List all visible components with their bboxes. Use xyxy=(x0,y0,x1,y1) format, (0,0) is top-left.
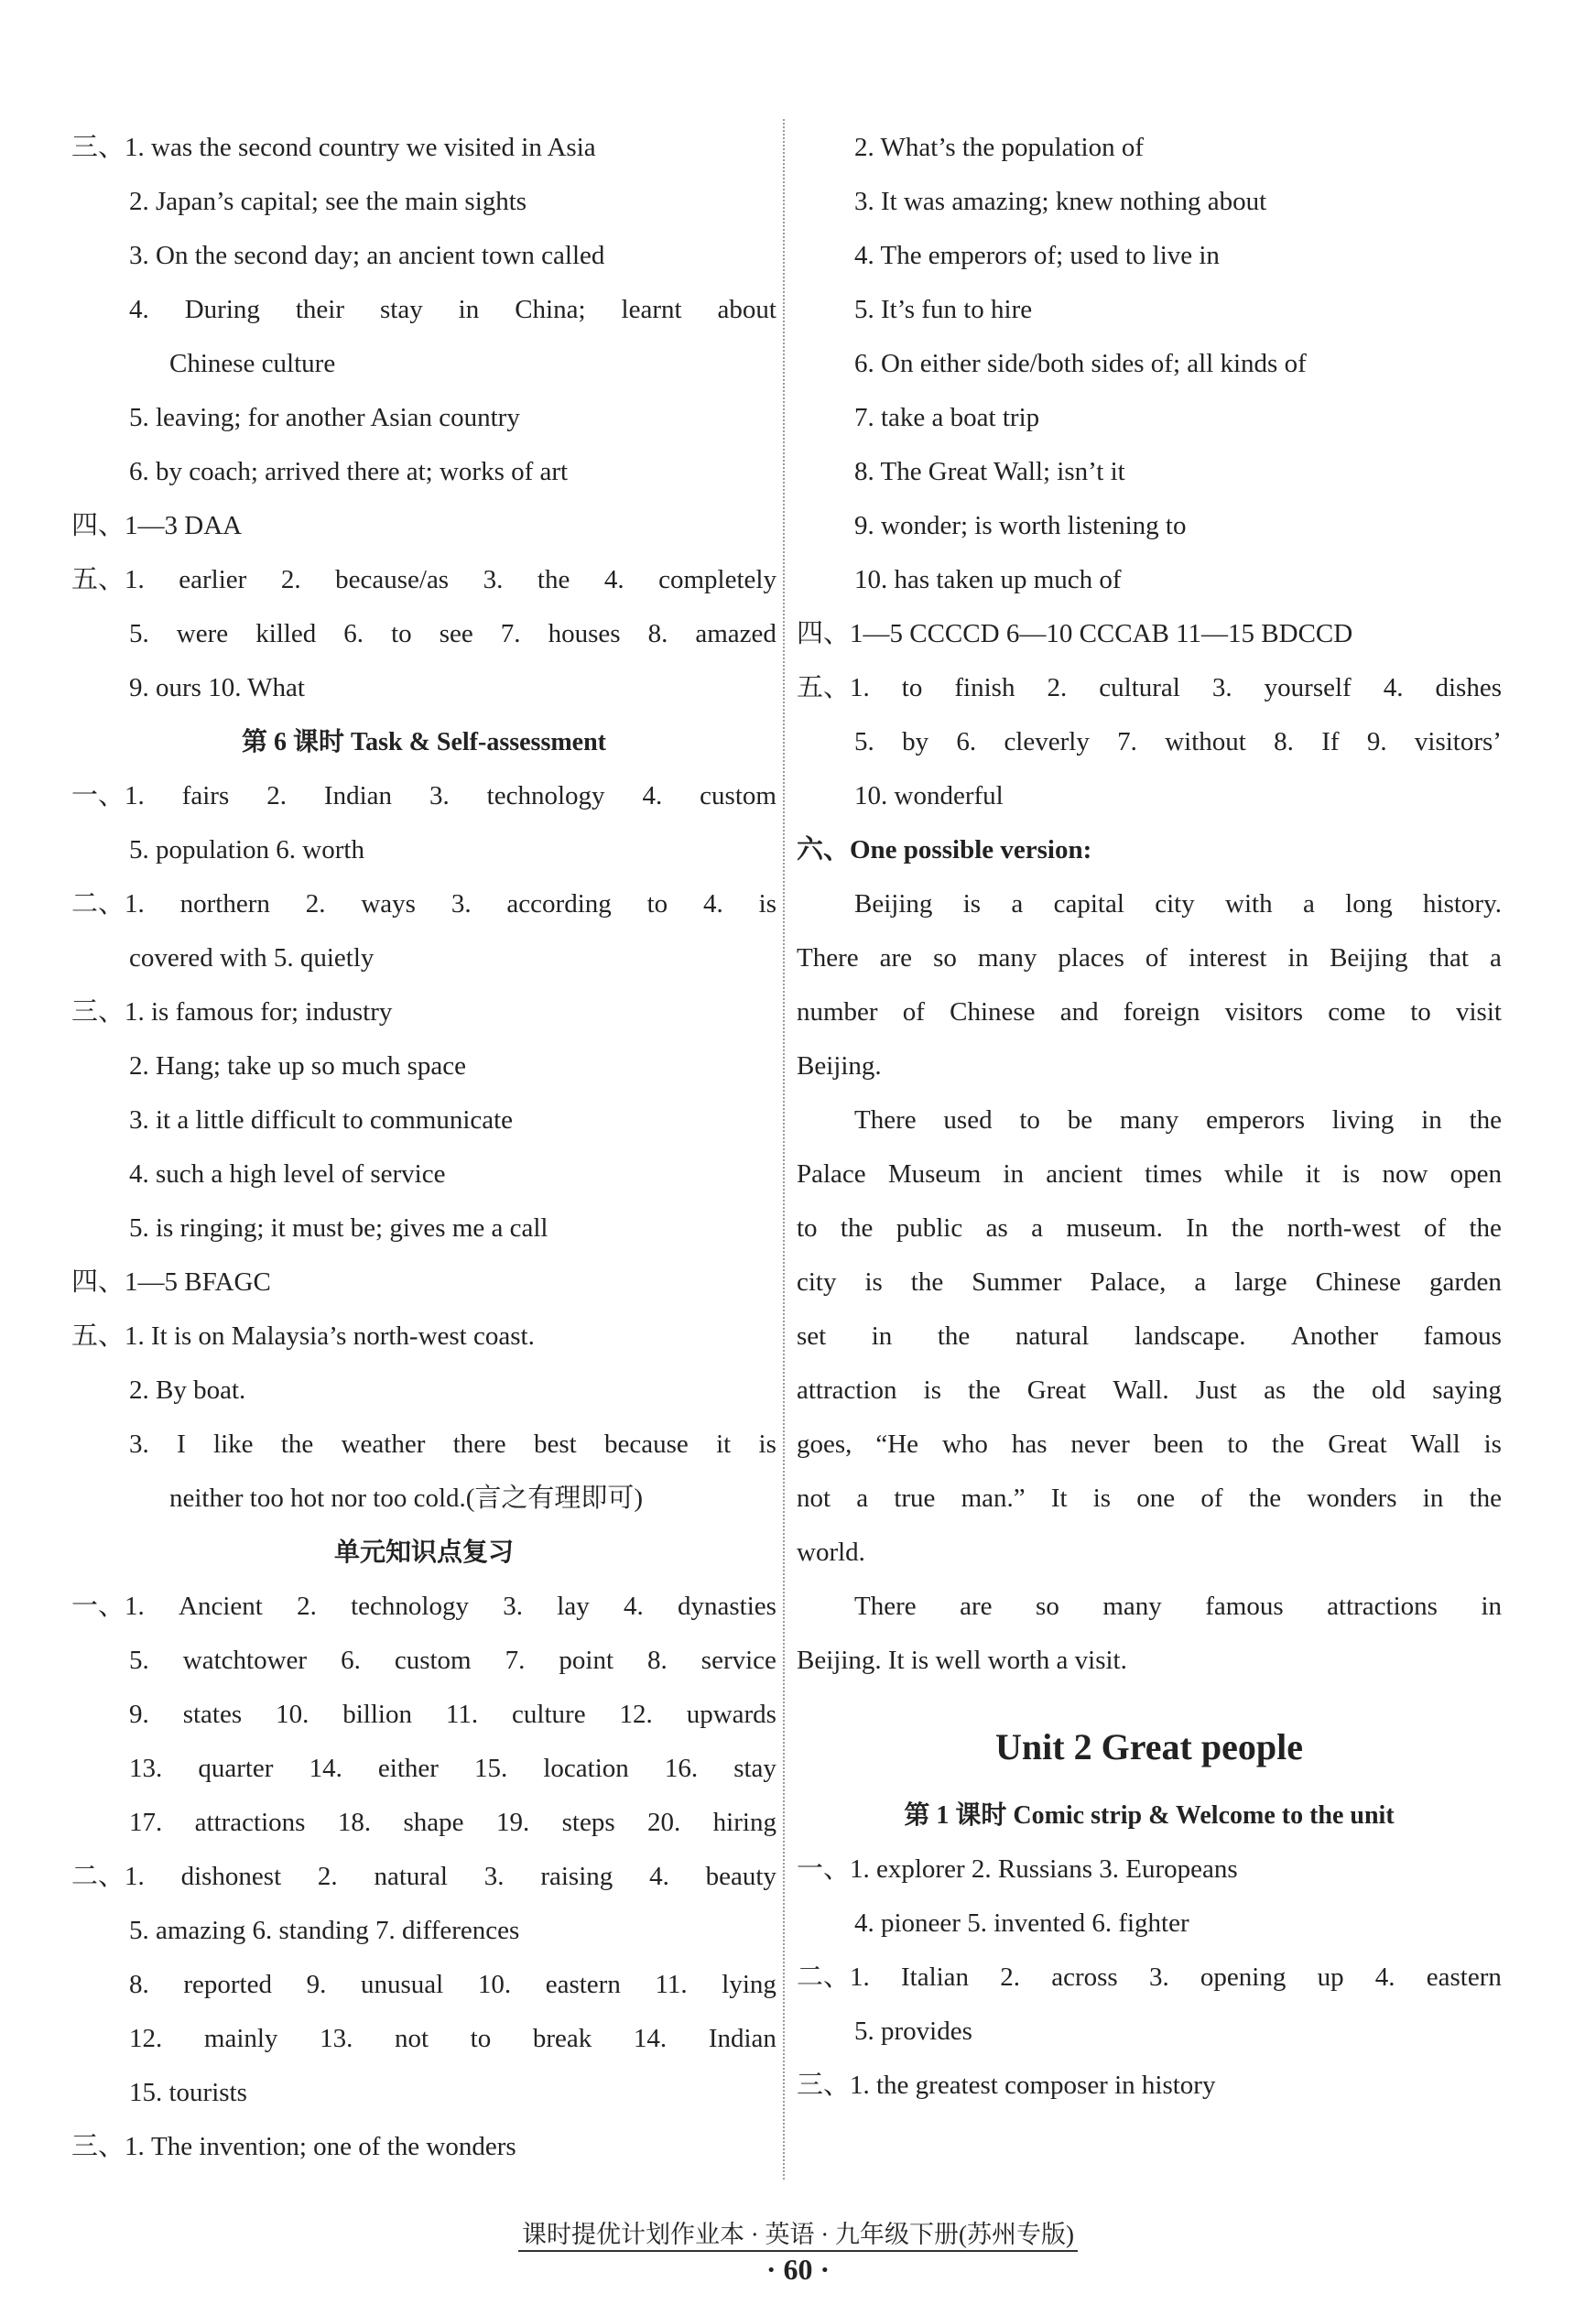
right-column xyxy=(797,121,1502,2113)
answer-line: 六、One possible version: xyxy=(797,835,1092,864)
answer-line: 5. were killed 6. to see 7. houses 8. amazed xyxy=(129,619,776,648)
answer-line: 2. Japan’s capital; see the main sights xyxy=(129,187,527,216)
answer-line: 15. tourists xyxy=(129,2078,247,2107)
answer-line: 8. The Great Wall; isn’t it xyxy=(854,457,1125,486)
answer-line: Beijing. It is well worth a visit. xyxy=(797,1646,1127,1675)
answer-line: 一、1. fairs 2. Indian 3. technology 4. custom xyxy=(71,781,776,810)
answer-line: 9. wonder; is worth listening to xyxy=(854,511,1187,540)
answer-line: 三、1. The invention; one of the wonders xyxy=(71,2132,516,2161)
page-number: · 60 · xyxy=(765,2253,831,2286)
answer-line: 五、1. It is on Malaysia’s north-west coast. xyxy=(71,1321,535,1351)
answer-line: 17. attractions 18. shape 19. steps 20. hiring xyxy=(129,1808,776,1837)
answer-line: 5. leaving; for another Asian country xyxy=(129,403,520,432)
answer-line: 四、1—5 BFAGC xyxy=(71,1267,271,1297)
footer-title-text: 课时提优计划作业本 · 英语 · 九年级下册(苏州专版) xyxy=(518,2221,1078,2252)
answer-line: 5. watchtower 6. custom 7. point 8. service xyxy=(129,1646,776,1675)
answer-line: Chinese culture xyxy=(169,349,336,378)
answer-line: attraction is the Great Wall. Just as the old saying xyxy=(797,1375,1502,1405)
answer-line: 10. has taken up much of xyxy=(854,565,1122,594)
answer-line: 2. By boat. xyxy=(129,1375,246,1405)
section-heading: 第 6 课时 Task & Self-assessment xyxy=(242,728,606,756)
answer-line: 四、1—3 DAA xyxy=(71,511,243,540)
left-column xyxy=(71,121,776,2174)
answer-line: 4. During their stay in China; learnt about xyxy=(129,295,776,324)
answer-line: number of Chinese and foreign visitors come to visit xyxy=(797,997,1502,1027)
answer-line: 5. amazing 6. standing 7. differences xyxy=(129,1916,520,1945)
answer-line: covered with 5. quietly xyxy=(129,943,375,973)
answer-line: There are so many famous attractions in xyxy=(854,1592,1502,1621)
answer-line: 13. quarter 14. either 15. location 16. stay xyxy=(129,1754,776,1783)
answer-line: goes, “He who has never been to the Great Wall is xyxy=(797,1430,1502,1459)
section-heading: 单元知识点复习 xyxy=(333,1538,514,1567)
answer-line: 三、1. the greatest composer in history xyxy=(797,2071,1216,2100)
answer-line: There used to be many emperors living in the xyxy=(854,1105,1502,1135)
answer-line: 二、1. Italian 2. across 3. opening up 4. eastern xyxy=(797,1963,1502,1992)
answer-line: 6. by coach; arrived there at; works of art xyxy=(129,457,569,486)
answer-line: 5. It’s fun to hire xyxy=(854,295,1033,324)
answer-line: 7. take a boat trip xyxy=(854,403,1040,432)
answer-line: 2. What’s the population of xyxy=(854,133,1144,162)
answer-line: 5. is ringing; it must be; gives me a call xyxy=(129,1213,548,1243)
answer-line: 8. reported 9. unusual 10. eastern 11. lying xyxy=(129,1970,776,1999)
answer-line: 3. I like the weather there best because it is xyxy=(129,1430,776,1459)
answer-line: 五、1. to finish 2. cultural 3. yourself 4. dishes xyxy=(797,673,1502,702)
answer-line: 三、1. is famous for; industry xyxy=(71,997,393,1027)
answer-line: 12. mainly 13. not to break 14. Indian xyxy=(129,2024,776,2053)
answer-line: 2. Hang; take up so much space xyxy=(129,1051,467,1081)
answer-line: 3. It was amazing; knew nothing about xyxy=(854,187,1267,216)
answer-line: 3. On the second day; an ancient town called xyxy=(129,241,605,270)
answer-line: 二、1. dishonest 2. natural 3. raising 4. beauty xyxy=(71,1862,776,1891)
answer-line: Beijing is a capital city with a long history. xyxy=(854,889,1502,919)
answer-line: 一、1. explorer 2. Russians 3. Europeans xyxy=(797,1854,1238,1884)
answer-line: 五、1. earlier 2. because/as 3. the 4. completely xyxy=(71,565,776,594)
answer-line: set in the natural landscape. Another famous xyxy=(797,1321,1502,1351)
answer-line: 三、1. was the second country we visited in Asia xyxy=(71,133,596,162)
answer-line: 5. by 6. cleverly 7. without 8. If 9. visitors’ xyxy=(854,727,1502,756)
column-divider xyxy=(783,119,786,2180)
answer-line: to the public as a museum. In the north-west of the xyxy=(797,1213,1502,1243)
answer-line: Palace Museum in ancient times while it is now open xyxy=(797,1159,1502,1189)
section-heading: 第 1 课时 Comic strip & Welcome to the unit xyxy=(904,1801,1395,1830)
answer-line: 5. provides xyxy=(854,2017,972,2046)
answer-line: Beijing. xyxy=(797,1051,882,1081)
answer-line: world. xyxy=(797,1538,865,1567)
answer-line: 4. pioneer 5. invented 6. fighter xyxy=(854,1908,1189,1938)
footer-title xyxy=(0,2214,1596,2250)
unit-title: Unit 2 Great people xyxy=(995,1726,1303,1767)
answer-line: 4. such a high level of service xyxy=(129,1159,446,1189)
answer-line: There are so many places of interest in Beijing that a xyxy=(797,943,1502,973)
answer-line: 6. On either side/both sides of; all kinds of xyxy=(854,349,1307,378)
answer-line: 一、1. Ancient 2. technology 3. lay 4. dynasties xyxy=(71,1592,776,1621)
answer-line: city is the Summer Palace, a large Chinese garden xyxy=(797,1267,1502,1297)
answer-line: 四、1—5 CCCCD 6—10 CCCAB 11—15 BDCCD xyxy=(797,619,1353,648)
answer-line: 5. population 6. worth xyxy=(129,835,364,864)
answer-line: 9. ours 10. What xyxy=(129,673,305,702)
answer-line: neither too hot nor too cold.(言之有理即可) xyxy=(169,1484,644,1513)
answer-line: 9. states 10. billion 11. culture 12. upwards xyxy=(129,1700,776,1729)
answer-line: not a true man.” It is one of the wonders in the xyxy=(797,1484,1502,1513)
answer-line: 3. it a little difficult to communicate xyxy=(129,1105,514,1135)
answer-line: 4. The emperors of; used to live in xyxy=(854,241,1220,270)
answer-line: 10. wonderful xyxy=(854,781,1004,810)
answer-line: 二、1. northern 2. ways 3. according to 4. is xyxy=(71,889,776,919)
